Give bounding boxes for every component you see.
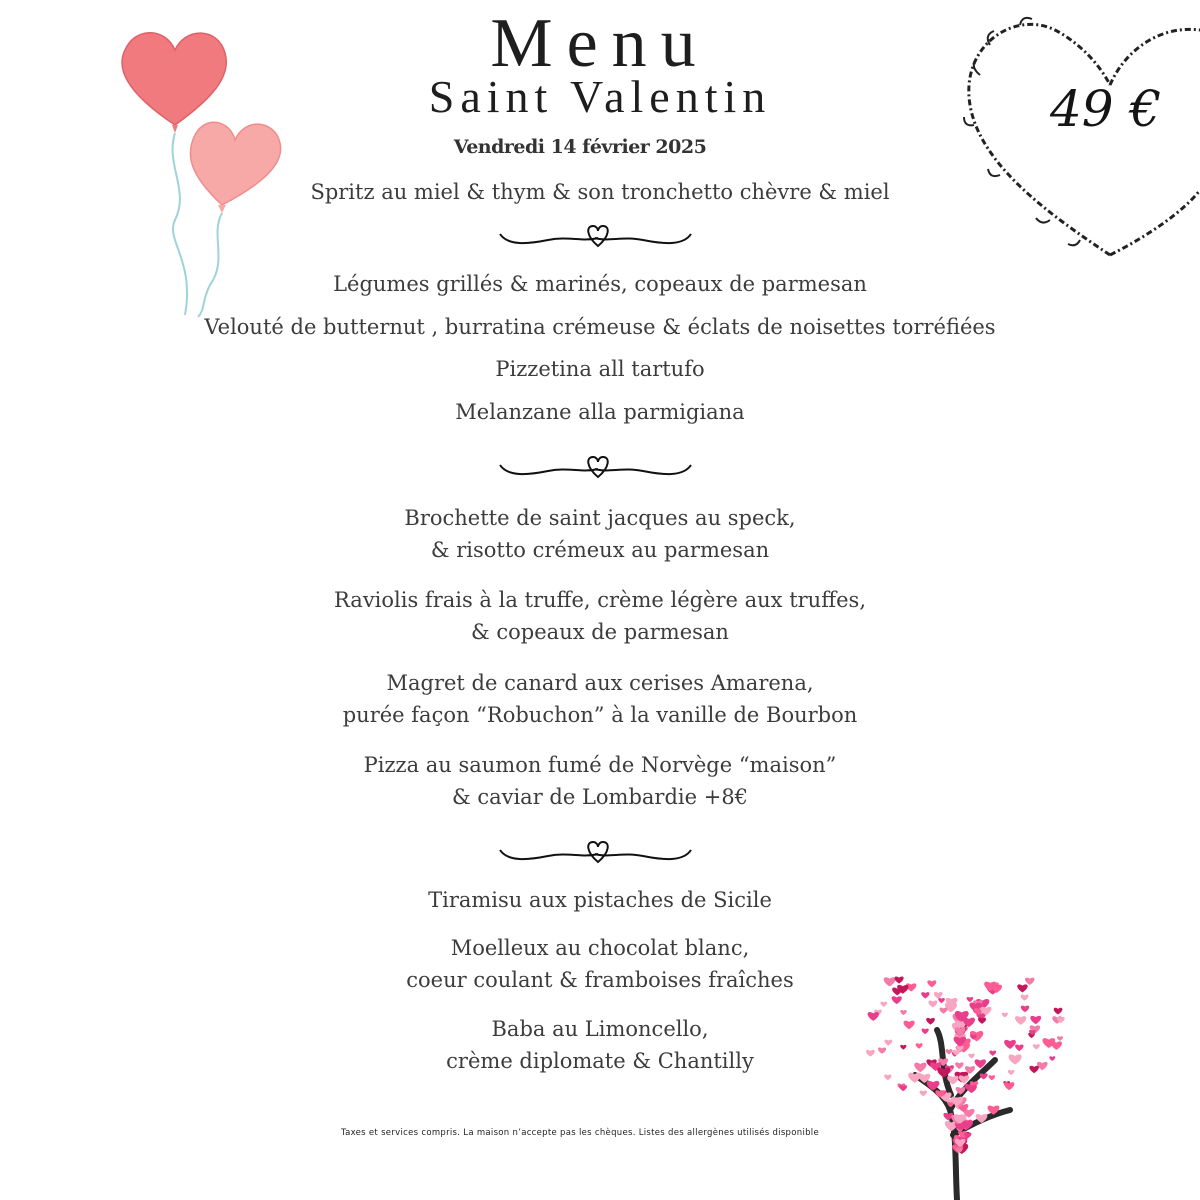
price: 49 € xyxy=(1050,80,1162,138)
tree-heart-leaf xyxy=(1033,1044,1040,1049)
menu-subtitle: Saint Valentin xyxy=(428,71,772,122)
item-line: Magret de canard aux cerises Amarena, xyxy=(386,671,814,695)
tree-heart-leaf xyxy=(878,1048,886,1054)
tree-heart-leaf xyxy=(895,977,904,984)
item-line: purée façon “Robuchon” à la vanille de Bourbon xyxy=(342,703,858,727)
tree-heart-leaf xyxy=(1051,1041,1062,1050)
menu-title: Menu xyxy=(490,5,710,82)
tree-heart-leaf xyxy=(1017,984,1027,992)
tree-heart-leaf xyxy=(900,1045,906,1050)
footer-note: Taxes et services compris. La maison n’accepte pas les chèques. Listes des allergènes utilisés disponible xyxy=(340,1128,819,1138)
tree-heart-leaf xyxy=(967,997,974,1002)
item-line: Tiramisu aux pistaches de Sicile xyxy=(428,888,772,912)
tree-heart-leaf xyxy=(904,1021,915,1030)
tree-heart-leaf xyxy=(1002,1013,1008,1018)
tree-heart-leaf xyxy=(940,1008,948,1014)
tree-heart-leaf xyxy=(880,1002,887,1007)
tree-heart-leaf xyxy=(921,992,929,998)
tree-heart-leaf xyxy=(934,992,943,999)
tree-heart-leaf xyxy=(868,1012,879,1021)
tree-heart-leaf xyxy=(928,1000,937,1007)
item-line: & copeaux de parmesan xyxy=(471,620,729,644)
main-item xyxy=(0,749,1200,813)
tree-heart-leaf xyxy=(1030,1016,1041,1024)
tree-heart-leaf xyxy=(1025,978,1034,985)
tree-heart-leaf xyxy=(989,1051,996,1056)
tree-heart-leaf xyxy=(926,1018,935,1025)
tree-heart-leaf xyxy=(968,1054,974,1059)
tree-heart-leaf xyxy=(1057,1036,1063,1041)
tree-heart-leaf xyxy=(1015,1045,1023,1052)
item-line: & risotto crémeux au parmesan xyxy=(430,538,770,562)
main-item xyxy=(0,667,1200,731)
tree-heart-leaf xyxy=(884,1040,892,1046)
aperitif-item: Spritz au miel & thym & son tronchetto chèvre & miel xyxy=(310,180,890,204)
tree-heart-leaf xyxy=(892,996,902,1004)
main-item xyxy=(0,502,1200,566)
item-line: Raviolis frais à la truffe, crème légère aux truffes, xyxy=(334,588,866,612)
tree-heart-leaf xyxy=(1029,1066,1039,1073)
tree-heart-leaf xyxy=(945,1049,952,1054)
heart-divider-icon xyxy=(498,453,693,485)
tree-heart-leaf xyxy=(1054,1008,1063,1015)
starter-item: Velouté de butternut , burratina crémeuse & éclats de noisettes torréfiées xyxy=(204,315,996,339)
item-line: Pizza au saumon fumé de Norvège “maison” xyxy=(363,753,837,777)
tree-heart-leaf xyxy=(927,980,936,987)
tree-heart-leaf xyxy=(1009,1054,1022,1064)
tree-heart-leaf xyxy=(884,977,896,986)
starter-item: Légumes grillés & marinés, copeaux de parmesan xyxy=(333,272,867,296)
item-line: & caviar de Lombardie +8€ xyxy=(451,785,749,809)
dessert-item xyxy=(0,884,1200,916)
tree-heart-leaf xyxy=(900,1010,907,1015)
tree-heart-leaf xyxy=(989,1075,996,1080)
tree-heart-leaf xyxy=(914,1063,926,1072)
item-line: coeur coulant & framboises fraîches xyxy=(406,968,794,992)
tree-heart-leaf xyxy=(1049,1056,1055,1061)
tree-heart-leaf xyxy=(955,1062,963,1069)
tree-heart-leaf xyxy=(884,1074,891,1080)
tree-heart-leaf xyxy=(1021,995,1029,1001)
tree-heart-leaf xyxy=(920,1090,927,1096)
tree-heart-leaf xyxy=(1004,1040,1016,1049)
item-line: Moelleux au chocolat blanc, xyxy=(450,936,750,960)
tree-heart-leaf xyxy=(1021,1006,1029,1013)
starter-item: Pizzetina all tartufo xyxy=(495,357,705,381)
tree-heart-leaf xyxy=(1008,1070,1015,1075)
item-line: Baba au Limoncello, xyxy=(491,1017,709,1041)
menu-date: Vendredi 14 février 2025 xyxy=(453,136,707,158)
starter-item: Melanzane alla parmigiana xyxy=(455,400,745,424)
item-line: crème diplomate & Chantilly xyxy=(446,1049,754,1073)
tree-heart-leaf xyxy=(866,1050,875,1057)
main-item xyxy=(0,584,1200,648)
item-line: Brochette de saint jacques au speck, xyxy=(404,506,796,530)
tree-heart-leaf xyxy=(916,1043,923,1048)
heart-tree-icon xyxy=(845,975,1075,1200)
heart-divider-icon xyxy=(498,838,693,870)
tree-heart-leaf xyxy=(1015,1016,1026,1025)
heart-divider-icon xyxy=(498,222,693,254)
tree-heart-leaf xyxy=(938,998,945,1003)
tree-heart-leaf xyxy=(922,1029,929,1035)
